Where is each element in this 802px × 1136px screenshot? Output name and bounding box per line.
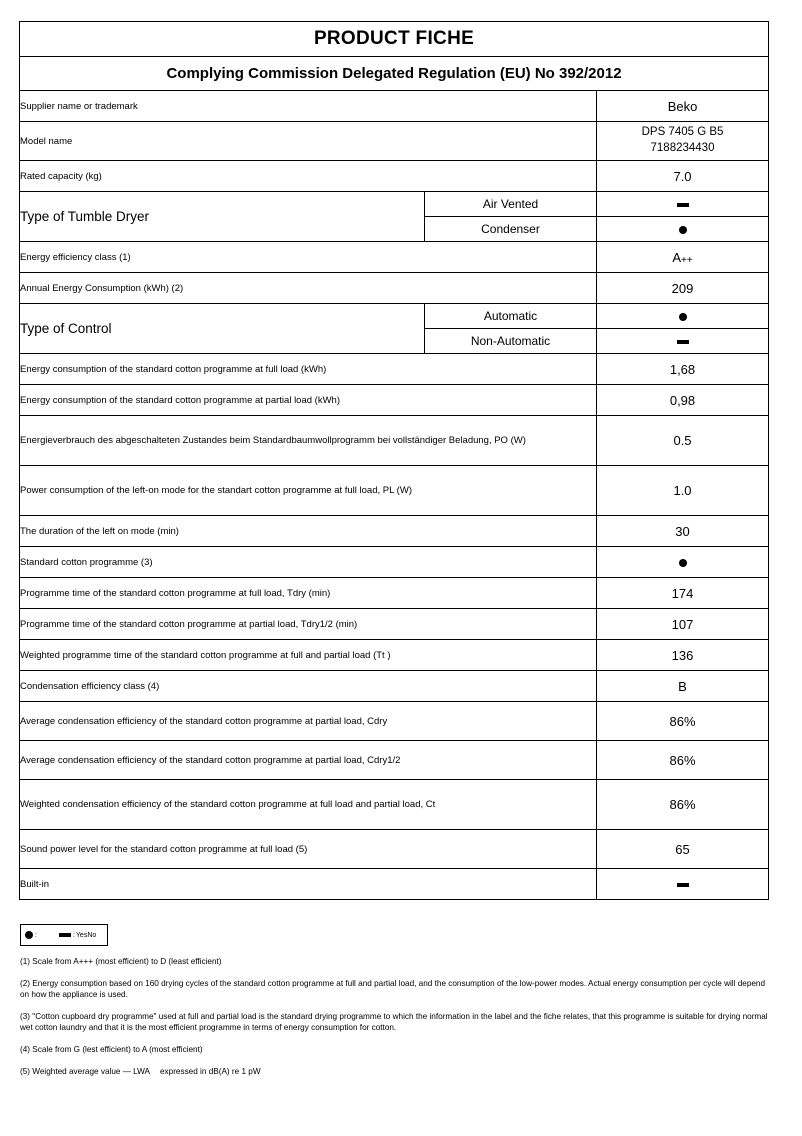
- condensation-class-label: Condensation efficiency class (4): [20, 671, 597, 702]
- control-type-sub-automatic: Automatic: [425, 304, 597, 329]
- condensation-class-value: B: [597, 671, 769, 702]
- supplier-label: Supplier name or trademark: [20, 91, 597, 122]
- supplier-value: Beko: [597, 91, 769, 122]
- dash-icon: [677, 883, 689, 887]
- table-row-capacity: [20, 161, 769, 192]
- model-value-line1: DPS 7405 G B5: [641, 126, 724, 139]
- legend-no-colon: :: [72, 931, 75, 939]
- legend-yes-entry: [25, 931, 37, 939]
- sound-power-label: Sound power level for the standard cotton programme at full load (5): [20, 830, 597, 869]
- po-label: Energieverbrauch des abgeschalteten Zustandes beim Standardbaumwollprogramm bei vollständiger Beladung, PO (W): [20, 416, 597, 466]
- footnote-5: [20, 1066, 780, 1077]
- table-row-dryer-type-air-vented: [20, 192, 769, 217]
- model-label: Model name: [20, 122, 597, 161]
- standard-cotton-value: [597, 547, 769, 578]
- footnotes: [20, 956, 780, 1077]
- built-in-value: [597, 869, 769, 900]
- table-row-pl: [20, 466, 769, 516]
- cdry-label: Average condensation efficiency of the standard cotton programme at partial load, Cdry: [20, 702, 597, 741]
- control-type-automatic-value: [597, 304, 769, 329]
- table-row-energy-partial-load: [20, 385, 769, 416]
- table-row-left-on-duration: [20, 516, 769, 547]
- table-row-tt: [20, 640, 769, 671]
- tt-label: Weighted programme time of the standard cotton programme at full and partial load (Tt ): [20, 640, 597, 671]
- energy-partial-load-value: 0,98: [597, 385, 769, 416]
- table-row-cdry: [20, 702, 769, 741]
- bullet-icon: [679, 313, 687, 321]
- table-row-ct: [20, 780, 769, 830]
- table-row-condensation-class: [20, 671, 769, 702]
- tt-value: 136: [597, 640, 769, 671]
- page-title: PRODUCT FICHE: [20, 22, 769, 57]
- energy-full-load-label: Energy consumption of the standard cotton programme at full load (kWh): [20, 354, 597, 385]
- model-value-line2: 7188234430: [650, 142, 715, 154]
- annual-energy-label: Annual Energy Consumption (kWh) (2): [20, 273, 597, 304]
- energy-partial-load-label: Energy consumption of the standard cotton programme at partial load (kWh): [20, 385, 597, 416]
- table-row-control-automatic: [20, 304, 769, 329]
- table-row-supplier: [20, 91, 769, 122]
- footnote-1: (1) Scale from A+++ (most efficient) to D (least efficient): [20, 957, 222, 966]
- ct-value: 86%: [597, 780, 769, 830]
- dryer-type-sub-air-vented: Air Vented: [425, 192, 597, 217]
- cdry-half-label: Average condensation efficiency of the standard cotton programme at partial load, Cdry1/2: [20, 741, 597, 780]
- table-row-title: [20, 22, 769, 57]
- table-row-sound-power: [20, 830, 769, 869]
- control-type-non-automatic-value: [597, 329, 769, 354]
- table-row-energy-full-load: [20, 354, 769, 385]
- legend-key-box: [20, 924, 108, 946]
- legend-yes-no-text: YesNo: [75, 931, 97, 939]
- footnote-3: (3) "Cotton cupboard dry programme" used at full and partial load is the standard drying programme to which the information in the label and the fiche relates, that this programme is suitable for drying normal wet cotton laundry and that it is the most efficient programme in terms of energy consumption for cotton.: [20, 1012, 768, 1033]
- dryer-type-sub-condenser: Condenser: [425, 217, 597, 242]
- control-type-label: Type of Control: [20, 304, 425, 354]
- cdry-value: 86%: [597, 702, 769, 741]
- energy-class-plus: ++: [681, 254, 693, 266]
- table-row-model: [20, 122, 769, 161]
- dash-icon: [677, 340, 689, 344]
- energy-class-label: Energy efficiency class (1): [20, 242, 597, 273]
- table-row-tdry-half: [20, 609, 769, 640]
- dryer-type-air-vented-value: [597, 192, 769, 217]
- dryer-type-label: Type of Tumble Dryer: [20, 192, 425, 242]
- pl-label: Power consumption of the left-on mode for the standart cotton programme at full load, PL (W): [20, 466, 597, 516]
- table-row-annual-energy: [20, 273, 769, 304]
- control-type-sub-non-automatic: Non-Automatic: [425, 329, 597, 354]
- energy-class-value: [597, 242, 769, 273]
- table-row-standard-cotton: [20, 547, 769, 578]
- table-row-cdry-half: [20, 741, 769, 780]
- bullet-icon: [25, 931, 33, 939]
- ct-label: Weighted condensation efficiency of the standard cotton programme at full load and partial load, Ct: [20, 780, 597, 830]
- energy-class-letter: A: [672, 249, 681, 265]
- left-on-duration-label: The duration of the left on mode (min): [20, 516, 597, 547]
- footnote-2: (2) Energy consumption based on 160 drying cycles of the standard cotton programme at full and partial load, and the consumption of the low-power modes. Actual energy consumption per cycle will depend on how the appliance is used.: [20, 979, 766, 1000]
- dash-icon: [677, 203, 689, 207]
- bullet-icon: [679, 559, 687, 567]
- po-value: 0.5: [597, 416, 769, 466]
- footnote-5-part-b: expressed in dB(A) re 1 pW: [160, 1067, 261, 1077]
- sound-power-value: 65: [597, 830, 769, 869]
- built-in-label: Built-in: [20, 869, 597, 900]
- legend-yes-colon: :: [35, 931, 37, 939]
- tdry-label: Programme time of the standard cotton programme at full load, Tdry (min): [20, 578, 597, 609]
- energy-full-load-value: 1,68: [597, 354, 769, 385]
- standard-cotton-label: Standard cotton programme (3): [20, 547, 597, 578]
- cdry-half-value: 86%: [597, 741, 769, 780]
- table-row-regulation: [20, 57, 769, 91]
- table-row-po: [20, 416, 769, 466]
- left-on-duration-value: 30: [597, 516, 769, 547]
- capacity-value: 7.0: [597, 161, 769, 192]
- table-row-energy-class: [20, 242, 769, 273]
- model-value: [597, 122, 769, 161]
- tdry-half-label: Programme time of the standard cotton programme at partial load, Tdry1/2 (min): [20, 609, 597, 640]
- pl-value: 1.0: [597, 466, 769, 516]
- dryer-type-condenser-value: [597, 217, 769, 242]
- footnote-4: (4) Scale from G (lest efficient) to A (most efficient): [20, 1045, 203, 1055]
- annual-energy-value: 209: [597, 273, 769, 304]
- product-fiche-table: [19, 21, 769, 900]
- capacity-label: Rated capacity (kg): [20, 161, 597, 192]
- legend-no-entry: [59, 932, 96, 939]
- table-row-built-in: [20, 869, 769, 900]
- tdry-half-value: 107: [597, 609, 769, 640]
- tdry-value: 174: [597, 578, 769, 609]
- footnote-5-part-a: (5) Weighted average value — LWA: [20, 1067, 150, 1077]
- regulation-subtitle: Complying Commission Delegated Regulation (EU) No 392/2012: [20, 57, 769, 91]
- table-row-tdry: [20, 578, 769, 609]
- dash-icon: [59, 933, 71, 937]
- bullet-icon: [679, 226, 687, 234]
